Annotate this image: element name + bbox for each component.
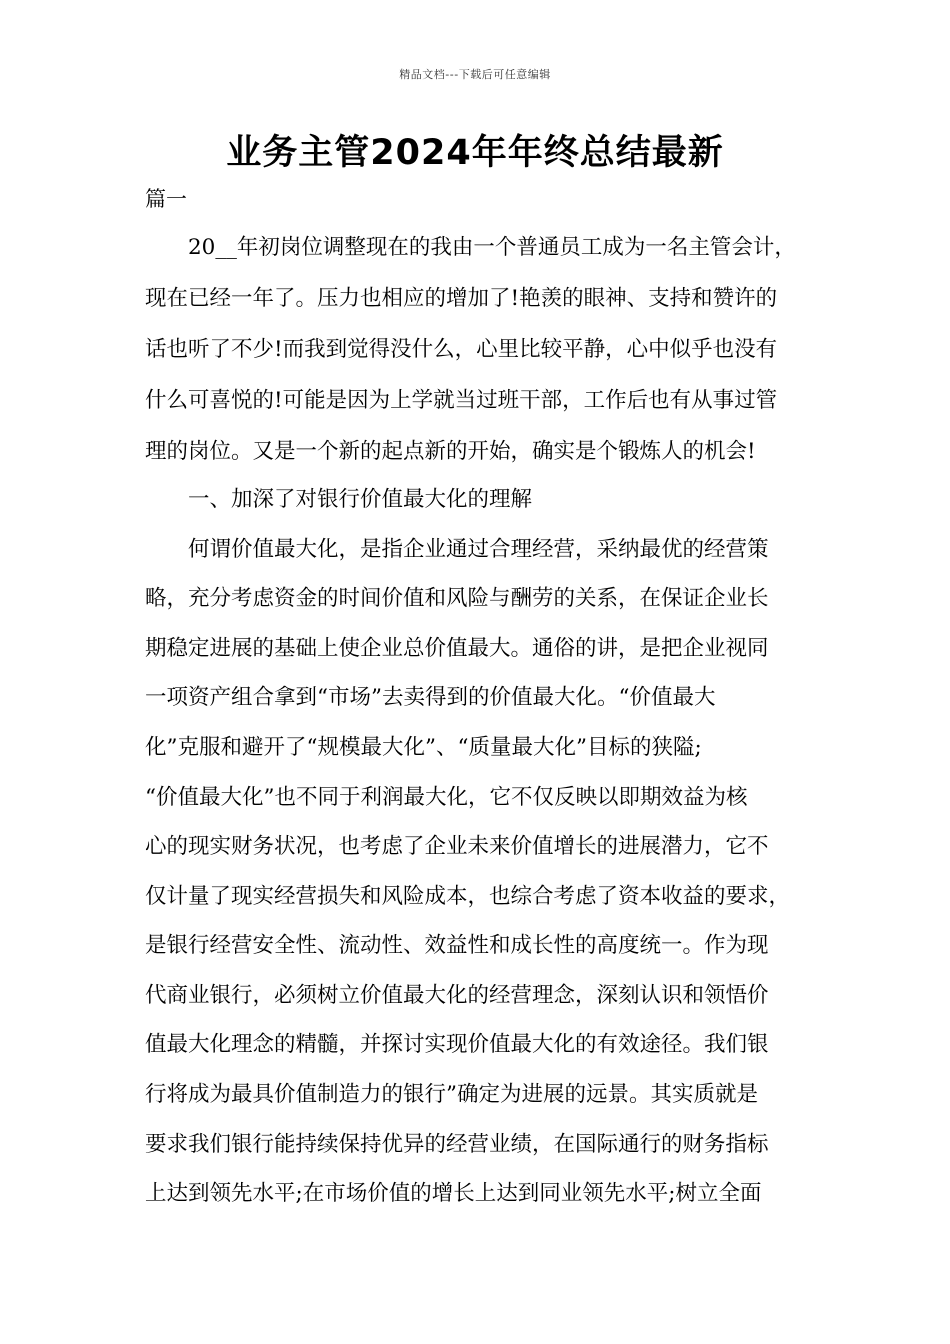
body-line: 要求我们银行能持续保持优异的经营业绩，在国际通行的财务指标 xyxy=(145,1132,769,1157)
body-line: 化”克服和避开了“规模最大化”、“质量最大化”目标的狭隘; xyxy=(145,735,702,760)
body-line: 期稳定进展的基础上使企业总价值最大。通俗的讲，是把企业视同 xyxy=(145,636,769,661)
section-label: 篇一 xyxy=(145,187,187,211)
section-heading: 一、加深了对银行价值最大化的理解 xyxy=(145,487,533,512)
body-line: 行将成为最具价值制造力的银行”确定为进展的远景。其实质就是 xyxy=(145,1082,758,1107)
body-line: 代商业银行，必须树立价值最大化的经营理念，深刻认识和领悟价 xyxy=(145,983,769,1008)
body-line: 什么可喜悦的!可能是因为上学就当过班干部，工作后也有从事过管 xyxy=(145,388,778,413)
document-title: 业务主管2024年年终总结最新 xyxy=(226,133,724,173)
body-line: 是银行经营安全性、流动性、效益性和成长性的高度统一。作为现 xyxy=(145,933,769,958)
body-line: 现在已经一年了。压力也相应的增加了!艳羡的眼神、支持和赞许的 xyxy=(145,286,778,311)
body-line: 值最大化理念的精髓，并探讨实现价值最大化的有效途径。我们银 xyxy=(145,1032,769,1057)
body-line: “价值最大化”也不同于利润最大化，它不仅反映以即期效益为核 xyxy=(145,785,748,810)
body-line: 何谓价值最大化，是指企业通过合理经营，采纳最优的经营策 xyxy=(145,537,769,562)
body-line: 20__年初岗位调整现在的我由一个普通员工成为一名主管会计， xyxy=(145,235,796,260)
body-line: 理的岗位。又是一个新的起点新的开始，确实是个锻炼人的机会! xyxy=(145,439,756,464)
body-line: 上达到领先水平;在市场价值的增长上达到同业领先水平;树立全面 xyxy=(145,1181,762,1206)
body-line: 略，充分考虑资金的时间价值和风险与酬劳的关系，在保证企业长 xyxy=(145,586,769,611)
body-line: 仅计量了现实经营损失和风险成本，也综合考虑了资本收益的要求， xyxy=(145,884,791,909)
body-line: 一项资产组合拿到“市场”去卖得到的价值最大化。“价值最大 xyxy=(145,685,716,710)
header-note: 精品文档---下载后可任意编辑 xyxy=(399,68,551,81)
body-line: 心的现实财务状况，也考虑了企业未来价值增长的进展潜力，它不 xyxy=(145,834,769,859)
body-line: 话也听了不少!而我到觉得没什么，心里比较平静，心中似乎也没有 xyxy=(145,337,778,362)
